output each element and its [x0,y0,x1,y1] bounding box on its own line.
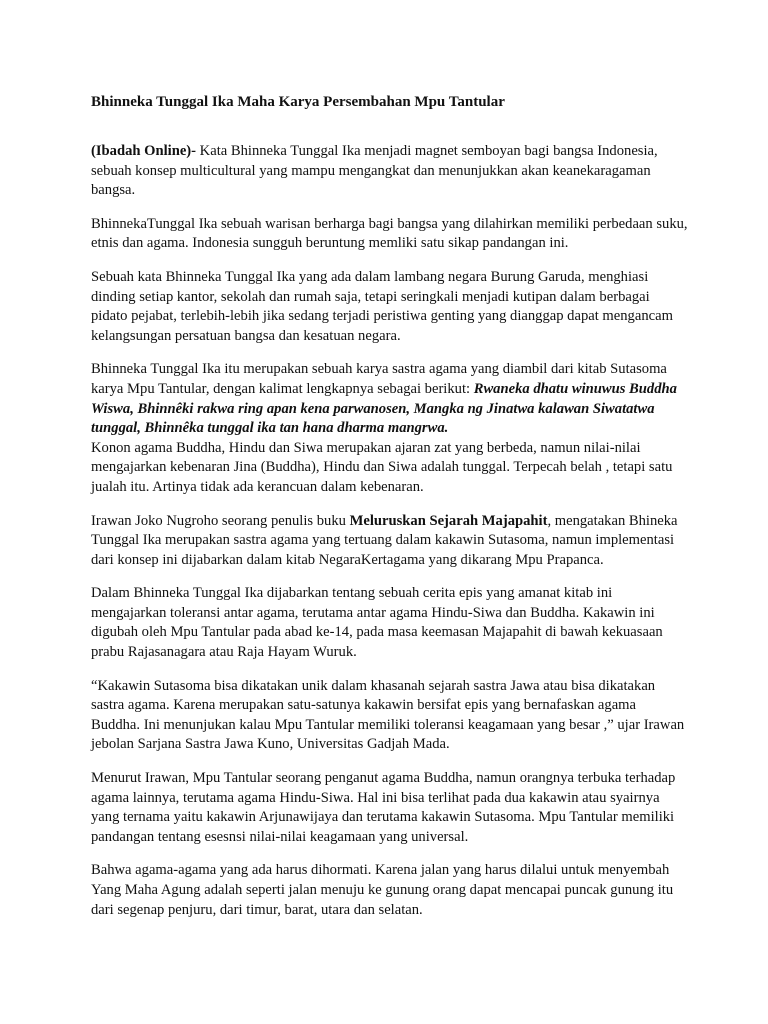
paragraph-6-text-b: , mengatakan Bhineka Tunggal Ika merupakan sastra agama yang tertuang dalam kakawin Sutasoma, namun implementasi dari konsep ini dijabarkan dalam kitab NegaraKertagama yang dikarang Mpu Prapanca. [91,512,678,568]
paragraph-10: Bahwa agama-agama yang ada harus dihormati. Karena jalan yang harus dilalui untuk menyembah Yang Maha Agung adalah seperti jalan menuju ke gunung orang dapat mencapai puncak gunung itu dari segenap penjuru, dari timur, barat, utara dan selatan. [91,862,674,918]
paragraph-5: Konon agama Buddha, Hindu dan Siwa merupakan ajaran zat yang berbeda, namun nilai-nilai mengajarkan kebenaran Jina (Buddha), Hindu dan Siwa adalah tunggal. Terpecah belah , tetapi satu jualah itu. Artinya tidak ada kerancuan dalam kebenaran. [91,439,673,495]
document-title: Bhinneka Tunggal Ika Maha Karya Persembahan Mpu Tantular [91,94,505,110]
source-label: (Ibadah Online)- [91,143,197,159]
paragraph-2: BhinnekaTunggal Ika sebuah warisan berharga bagi bangsa yang dilahirkan memiliki perbedaan suku, etnis dan agama. Indonesia sungguh beruntung memliki satu sikap pandangan ini. [91,215,688,252]
paragraph-9: Menurut Irawan, Mpu Tantular seorang penganut agama Buddha, namun orangnya terbuka terhadap agama lainnya, terutama agama Hindu-Siwa. Hal ini bisa terlihat pada dua kakawin atau syairnya yang ternama yaitu kakawin Arjunawijaya dan terutama kakawin Sutasoma. Mpu Tantular memiliki pandangan tentang esesnsi nilai-nilai keagamaan yang universal. [91,770,676,845]
paragraph-4-text: Bhinneka Tunggal Ika itu merupakan sebuah karya sastra agama yang diambil dari kitab Sutasoma karya Mpu Tantular, dengan kalimat lengkapnya sebagai berikut: [91,361,667,397]
sutasoma-quote: Rwaneka dhatu winuwus Buddha Wiswa, Bhinnêki rakwa ring apan kena parwanosen, Mangka ng Jinatwa kalawan Siwatatwa tunggal, Bhinnêka tunggal ika tan hana dharma mangrwa. [91,380,677,437]
paragraph-7: Dalam Bhinneka Tunggal Ika dijabarkan tentang sebuah cerita epis yang amanat kitab ini mengajarkan toleransi antar agama, terutama antar agama Hindu-Siwa dan Buddha. Kakawin ini digubah oleh Mpu Tantular pada abad ke-14, pada masa keemasan Majapahit di bawah kekuasaan prabu Rajasanagara atau Raja Hayam Wuruk. [91,585,663,661]
paragraph-8: “Kakawin Sutasoma bisa dikatakan unik dalam khasanah sejarah sastra Jawa atau bisa dikatakan sastra agama. Karena merupakan satu-satunya kakawin bersifat epis yang bernafaskan agama Buddha. Ini menunjukan kalau Mpu Tantular memiliki toleransi keagamaan yang besar ,” ujar Irawan jebolan Sarjana Sastra Jawa Kuno, Universitas Gadjah Mada. [91,677,685,753]
paragraph-6 [91,512,688,571]
book-title: Meluruskan Sejarah Majapahit [349,512,548,529]
paragraph-1 [91,142,688,201]
paragraph-1-text: Kata Bhinneka Tunggal Ika menjadi magnet semboyan bagi bangsa Indonesia, sebuah konsep multicultural yang mampu mengangkat dan menunjukkan akan keanekaragaman bangsa. [91,143,658,199]
paragraph-3: Sebuah kata Bhinneka Tunggal Ika yang ada dalam lambang negara Burung Garuda, menghiasi dinding setiap kantor, sekolah dan rumah saja, tetapi seringkali menjadi kutipan dalam berbagai pidato pejabat, terlebih-lebih jika sedang terjadi peristiwa genting yang dianggap dapat mengancam kelangsungan persatuan bangsa dan kesatuan negara. [91,268,673,344]
paragraph-4 [91,360,688,438]
paragraph-6-text-a: Irawan Joko Nugroho seorang penulis buku [91,512,350,529]
